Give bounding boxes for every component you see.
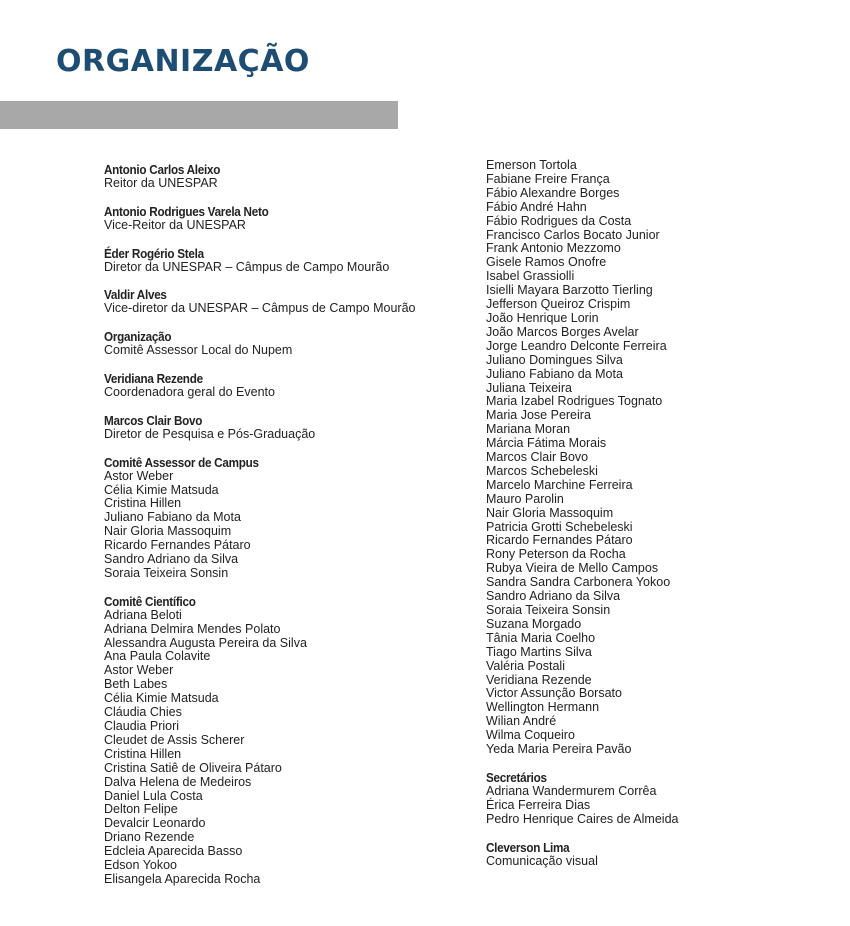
credit-line: Gisele Ramos Onofre: [486, 255, 607, 270]
credit-heading: Comitê Assessor de Campus: [104, 454, 259, 470]
credit-heading: Marcos Clair Bovo: [104, 412, 203, 428]
credit-line: Ana Paula Colavite: [104, 649, 211, 664]
credit-line: João Henrique Lorin: [486, 310, 599, 325]
credit-line: Ricardo Fernandes Pátaro: [104, 538, 251, 553]
credit-line: Fábio André Hahn: [486, 199, 587, 214]
credit-line: Juliano Fabiano da Mota: [486, 366, 623, 381]
credit-line: Cleudet de Assis Scherer: [104, 732, 245, 747]
credit-line: Tânia Maria Coelho: [486, 630, 596, 645]
credit-block: [104, 414, 434, 442]
credit-heading: Secretários: [486, 769, 547, 785]
credit-line: Vice-diretor da UNESPAR – Câmpus de Campo Mourão: [104, 301, 416, 316]
credit-line: Adriana Beloti: [104, 607, 182, 622]
credit-heading: Valdir Alves: [104, 287, 167, 303]
credit-line: Edson Yokoo: [104, 858, 177, 873]
credit-line: Elisangela Aparecida Rocha: [104, 871, 261, 886]
credit-block: [104, 288, 434, 316]
credit-line: Comitê Assessor Local do Nupem: [104, 343, 293, 358]
credit-line: João Marcos Borges Avelar: [486, 324, 639, 339]
credit-line: Mariana Moran: [486, 422, 571, 437]
credit-line: Wellington Hermann: [486, 700, 600, 715]
credit-line: Claudia Priori: [104, 719, 180, 733]
credit-block: [486, 771, 826, 827]
credit-line: Coordenadora geral do Evento: [104, 384, 275, 399]
credit-line: Edcleia Aparecida Basso: [104, 844, 243, 859]
credit-line: Suzana Morgado: [486, 616, 582, 631]
title-underline-bar: [0, 101, 398, 129]
credit-line: Cristina Satiê de Oliveira Pátaro: [104, 760, 282, 775]
credit-line: Adriana Delmira Mendes Polato: [104, 621, 281, 636]
credit-line: Reitor da UNESPAR: [104, 175, 218, 190]
credit-line: Marcelo Marchine Ferreira: [486, 477, 633, 492]
credit-line: Marcos Schebeleski: [486, 463, 598, 478]
left-column: [104, 163, 434, 901]
credit-heading: Antonio Carlos Aleixo: [104, 162, 221, 177]
credit-line: Cristina Hillen: [104, 496, 182, 511]
credit-line: Francisco Carlos Bocato Junior: [486, 227, 660, 242]
credit-line: Cláudia Chies: [104, 705, 182, 720]
credit-line: Astor Weber: [104, 468, 174, 483]
credit-block: [104, 205, 434, 233]
credit-block: [104, 372, 434, 400]
credit-line: Diretor da UNESPAR – Câmpus de Campo Mourão: [104, 259, 390, 274]
credit-line: Astor Weber: [104, 663, 174, 678]
credit-line: Maria Jose Pereira: [486, 408, 591, 423]
credit-line: Fábio Alexandre Borges: [486, 185, 620, 200]
credit-block: [486, 841, 826, 869]
credit-block: [104, 163, 434, 191]
credit-line: Jorge Leandro Delconte Ferreira: [486, 338, 667, 353]
credit-line: Érica Ferreira Dias: [486, 797, 591, 812]
credit-line: Tiago Martins Silva: [486, 644, 592, 659]
credit-block: [104, 595, 434, 887]
credit-heading: Cleverson Lima: [486, 839, 570, 855]
credit-line: Nair Gloria Massoquim: [104, 524, 232, 539]
credit-line: Delton Felipe: [104, 802, 178, 817]
credit-heading: Organização: [104, 329, 172, 345]
credit-heading: Comitê Científico: [104, 593, 196, 609]
credit-block: [104, 456, 434, 581]
credit-line: Rubya Vieira de Mello Campos: [486, 561, 659, 576]
credit-line: Jefferson Queiroz Crispim: [486, 297, 631, 312]
credit-line: Juliano Fabiano da Mota: [104, 510, 241, 525]
credit-line: Victor Assunção Borsato: [486, 686, 622, 701]
credit-line: Wilma Coqueiro: [486, 728, 575, 743]
page-title: ORGANIZAÇÃO: [56, 44, 310, 79]
right-column: [486, 159, 826, 882]
credit-line: Sandra Sandra Carbonera Yokoo: [486, 575, 671, 590]
credit-line: Pedro Henrique Caires de Almeida: [486, 811, 679, 826]
credit-line: Adriana Wandermurem Corrêa: [486, 783, 657, 798]
credit-line: Sandro Adriano da Silva: [104, 552, 239, 567]
credit-line: Ricardo Fernandes Pátaro: [486, 533, 633, 548]
credit-heading: Veridiana Rezende: [104, 371, 203, 387]
credit-line: Soraia Teixeira Sonsin: [104, 565, 229, 580]
credit-line: Wilian André: [486, 714, 557, 729]
credit-line: Comunicação visual: [486, 853, 598, 868]
credit-line: Soraia Teixeira Sonsin: [486, 603, 611, 617]
credit-line: Valéria Postali: [486, 658, 565, 673]
credit-line: Nair Gloria Massoquim: [486, 505, 614, 520]
credit-line: Marcos Clair Bovo: [486, 450, 589, 465]
credit-line: Márcia Fátima Morais: [486, 436, 607, 451]
credit-line: Beth Labes: [104, 677, 168, 692]
credit-line: Vice-Reitor da UNESPAR: [104, 217, 246, 232]
credit-line: Fábio Rodrigues da Costa: [486, 213, 632, 228]
credit-line: Driano Rezende: [104, 830, 195, 845]
credit-block: [486, 159, 826, 757]
credit-line: Cristina Hillen: [104, 746, 182, 761]
credit-line: Alessandra Augusta Pereira da Silva: [104, 635, 307, 650]
credit-line: Maria Izabel Rodrigues Tognato: [486, 394, 663, 409]
credit-line: Isabel Grassiolli: [486, 269, 575, 284]
credit-line: Veridiana Rezende: [486, 672, 592, 687]
credit-line: Rony Peterson da Rocha: [486, 547, 626, 562]
credit-line: Emerson Tortola: [486, 158, 577, 172]
credit-line: Juliana Teixeira: [486, 380, 572, 395]
credit-line: Daniel Lula Costa: [104, 788, 203, 803]
credit-line: Célia Kimie Matsuda: [104, 482, 219, 497]
credit-line: Patricia Grotti Schebeleski: [486, 519, 633, 534]
credit-line: Juliano Domingues Silva: [486, 352, 623, 367]
credit-heading: Antonio Rodrigues Varela Neto: [104, 203, 269, 219]
credit-line: Diretor de Pesquisa e Pós-Graduação: [104, 426, 316, 441]
credit-line: Frank Antonio Mezzomo: [486, 241, 621, 256]
credit-line: Isielli Mayara Barzotto Tierling: [486, 283, 653, 298]
credit-block: [104, 330, 434, 358]
credit-line: Dalva Helena de Medeiros: [104, 774, 252, 789]
credit-line: Sandro Adriano da Silva: [486, 589, 621, 604]
credit-line: Mauro Parolin: [486, 491, 564, 506]
credit-line: Devalcir Leonardo: [104, 816, 206, 831]
credit-line: Célia Kimie Matsuda: [104, 691, 219, 706]
credit-line: Fabiane Freire França: [486, 171, 610, 186]
credit-block: [104, 247, 434, 275]
credit-heading: Éder Rogério Stela: [104, 245, 204, 261]
credit-line: Yeda Maria Pereira Pavão: [486, 742, 632, 757]
